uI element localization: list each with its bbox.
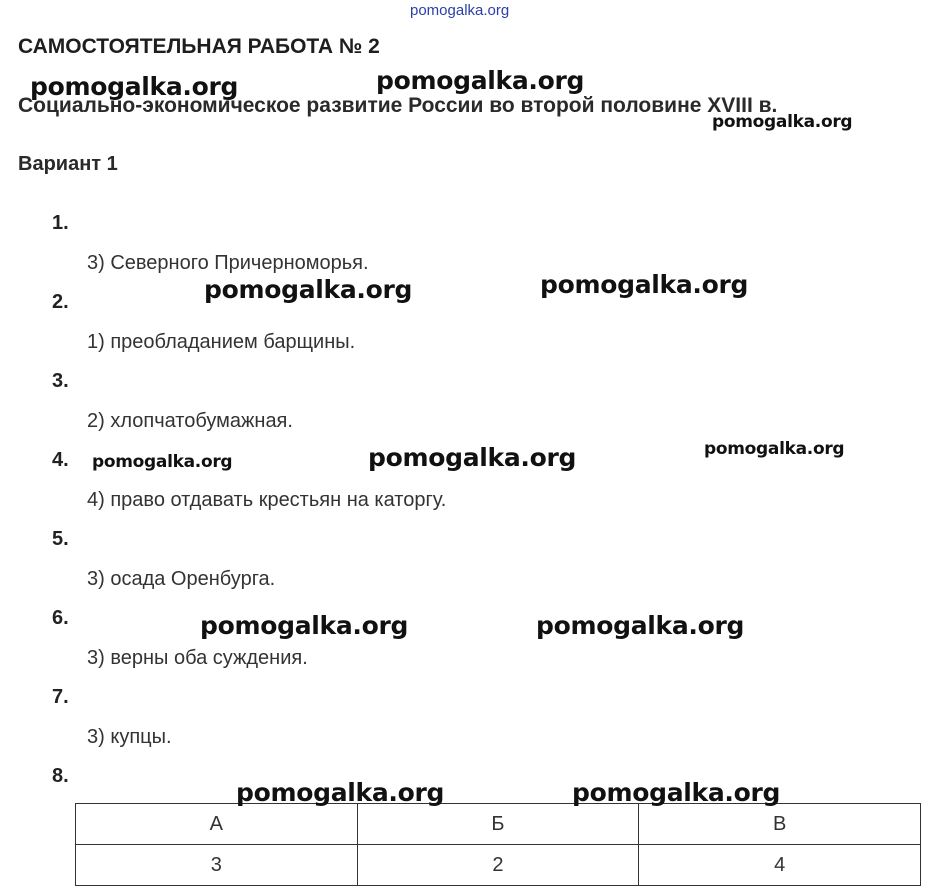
watermark: pomogalka.org	[376, 66, 585, 95]
table-header-cell: Б	[357, 804, 639, 845]
table-cell: 2	[357, 845, 639, 886]
table-header-row	[76, 804, 921, 845]
answer-3: 2) хлопчатобумажная.	[87, 410, 293, 432]
table-cell: 3	[76, 845, 358, 886]
table-header-cell: В	[639, 804, 921, 845]
watermark: pomogalka.org	[540, 270, 749, 299]
answer-6: 3) верны оба суждения.	[87, 647, 308, 669]
question-number-3: 3.	[52, 370, 69, 392]
question-number-5: 5.	[52, 528, 69, 550]
watermark: pomogalka.org	[368, 443, 577, 472]
page-title: САМОСТОЯТЕЛЬНАЯ РАБОТА № 2	[18, 35, 380, 58]
table-row	[76, 845, 921, 886]
page-subtitle: Социально-экономическое развитие России во второй половине XVIII в.	[18, 94, 778, 117]
table-cell: 4	[639, 845, 921, 886]
watermark: pomogalka.org	[712, 112, 853, 132]
watermark: pomogalka.org	[236, 778, 445, 807]
answer-4: 4) право отдавать крестьян на каторгу.	[87, 489, 447, 511]
watermark: pomogalka.org	[704, 439, 845, 459]
answer-5: 3) осада Оренбурга.	[87, 568, 276, 590]
question-number-1: 1.	[52, 212, 69, 234]
watermark: pomogalka.org	[536, 611, 745, 640]
variant-heading: Вариант 1	[18, 153, 118, 175]
answer-1: 3) Северного Причерноморья.	[87, 252, 369, 274]
question-number-8: 8.	[52, 765, 69, 787]
table-header-cell: А	[76, 804, 358, 845]
answer-table	[75, 803, 921, 886]
top-watermark: pomogalka.org	[410, 2, 510, 19]
watermark: pomogalka.org	[200, 611, 409, 640]
watermark: pomogalka.org	[204, 275, 413, 304]
question-number-4: 4.	[52, 449, 69, 471]
question-number-2: 2.	[52, 291, 69, 313]
answer-2: 1) преобладанием барщины.	[87, 331, 356, 353]
answer-7: 3) купцы.	[87, 726, 172, 748]
watermark: pomogalka.org	[92, 452, 233, 472]
watermark: pomogalka.org	[30, 72, 239, 101]
question-number-7: 7.	[52, 686, 69, 708]
watermark: pomogalka.org	[572, 778, 781, 807]
question-number-6: 6.	[52, 607, 69, 629]
